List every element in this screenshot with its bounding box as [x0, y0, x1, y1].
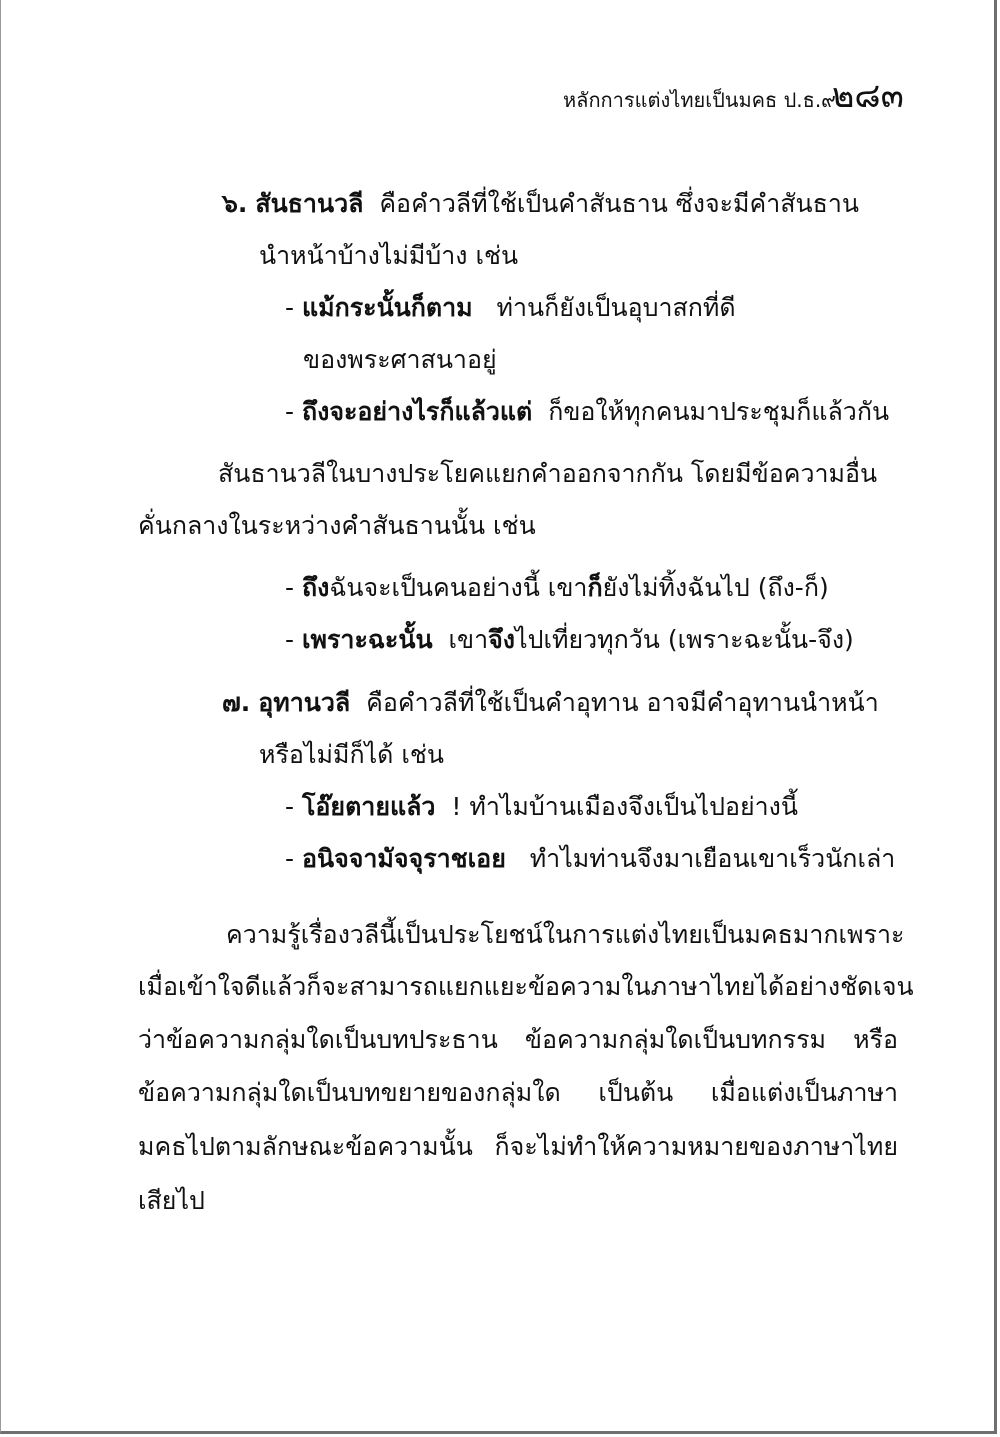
conclusion-l5-part-2: ก็จะไม่ทำให้ความหมายของภาษาไทย [494, 1132, 898, 1161]
conclusion-l1-part-1: ความรู้เรื่องวลีนี้เป็นประโยชน์ในการแต่งไทยเป็นมคธมาก [226, 920, 839, 949]
item7-definition-cont: หรือไม่มีก็ได้ เช่น [259, 740, 444, 769]
conclusion-line-3 [138, 1023, 898, 1057]
split-ex2-bold-2: จึง [488, 625, 515, 654]
item6-ex1-dash: - [285, 293, 295, 322]
item7-definition: คือคำวลีที่ใช้เป็นคำอุทาน อาจมีคำอุทานนำหน้า [366, 688, 879, 717]
split-ex2-text-2: ไปเที่ยวทุกวัน (เพราะฉะนั้น-จึง) [515, 625, 854, 654]
item7-heading-line [222, 686, 879, 720]
running-header-title: หลักการแต่งไทยเป็นมคธ ป.ธ.๙ [563, 88, 836, 112]
split-ex2-text-1: เขา [448, 625, 489, 654]
item7-number: ๗. [222, 688, 251, 717]
conclusion-l1-part-2: เพราะ [838, 920, 905, 949]
conclusion-line-1 [226, 918, 905, 952]
conclusion-line-2 [138, 970, 914, 1004]
split-ex1-dash: - [285, 573, 295, 602]
conclusion-line-4 [138, 1076, 898, 1110]
item7-ex2-rest: ทำไมท่านจึงมาเยือนเขาเร็วนักเล่า [529, 844, 896, 873]
split-ex2-dash: - [285, 625, 295, 654]
item7-ex1-rest: ! ทำไมบ้านเมืองจึงเป็นไปอย่างนี้ [451, 792, 798, 821]
conclusion-l4-part-1: ข้อความกลุ่มใดเป็นบทขยายของกลุ่มใด [138, 1078, 561, 1107]
item6-number: ๖. [222, 189, 248, 218]
item7-ex2-dash: - [285, 844, 295, 873]
conclusion-l3-part-1: ว่าข้อความกลุ่มใดเป็นบทประธาน [138, 1025, 498, 1054]
item7-example-1 [285, 790, 798, 824]
split-ex1-bold-1: ถึง [301, 573, 330, 602]
split-para-line-2: คั่นกลางในระหว่างคำสันธานนั้น เช่น [138, 511, 536, 540]
item6-term: สันธานวลี [255, 189, 364, 218]
item6-ex1-bold: แม้กระนั้นก็ตาม [301, 293, 473, 322]
page-number: ๒๘๓ [832, 76, 904, 116]
item7-term: อุทานวลี [258, 688, 351, 717]
conclusion-line-5 [138, 1130, 898, 1164]
conclusion-line-6: เสียไป [138, 1186, 205, 1215]
item6-example-2 [285, 395, 889, 429]
item6-example-1-cont: ของพระศาสนาอยู่ [303, 345, 497, 374]
item6-example-1 [285, 291, 736, 325]
split-ex1-text-1: ฉันจะเป็นคนอย่างนี้ เขา [329, 573, 588, 602]
item6-heading-line [222, 187, 859, 221]
item6-ex2-dash: - [285, 397, 295, 426]
split-ex1-text-2: ยังไม่ทิ้งฉันไป (ถึง-ก็) [602, 573, 829, 602]
item6-ex2-rest: ก็ขอให้ทุกคนมาประชุมก็แล้วกัน [548, 397, 890, 426]
split-example-1 [285, 571, 829, 605]
split-para-line-1: สันธานวลีในบางประโยคแยกคำออกจากกัน โดยมีข้อความอื่น [218, 459, 878, 488]
conclusion-l5-part-1: มคธไปตามลักษณะข้อความนั้น [138, 1132, 473, 1161]
item6-definition-cont: นำหน้าบ้างไม่มีบ้าง เช่น [259, 241, 519, 270]
split-ex2-bold-1: เพราะฉะนั้น [301, 625, 433, 654]
item7-ex2-bold: อนิจจามัจจุราชเอย [301, 844, 506, 873]
item6-definition: คือคำวลีที่ใช้เป็นคำสันธาน ซึ่งจะมีคำสันธาน [379, 189, 860, 218]
item7-ex1-dash: - [285, 792, 295, 821]
conclusion-l3-part-3: หรือ [853, 1025, 898, 1054]
split-example-2 [285, 623, 854, 657]
item7-example-2 [285, 842, 895, 876]
item6-ex1-rest: ท่านก็ยังเป็นอุบาสกที่ดี [496, 293, 736, 322]
item7-ex1-bold: โอ๊ยตายแล้ว [301, 792, 436, 821]
split-ex1-bold-2: ก็ [587, 573, 603, 602]
conclusion-l3-part-2: ข้อความกลุ่มใดเป็นบทกรรม [524, 1025, 826, 1054]
conclusion-l2-part-1: เมื่อเข้าใจดีแล้วก็จะสามารถแยกแยะข้อความในภาษาไทยได้อย่างชัดเจน [138, 972, 914, 1001]
conclusion-l4-part-3: เมื่อแต่งเป็นภาษา [710, 1078, 898, 1107]
item6-ex2-bold: ถึงจะอย่างไรก็แล้วแต่ [301, 397, 533, 426]
conclusion-l4-part-2: เป็นต้น [598, 1078, 674, 1107]
